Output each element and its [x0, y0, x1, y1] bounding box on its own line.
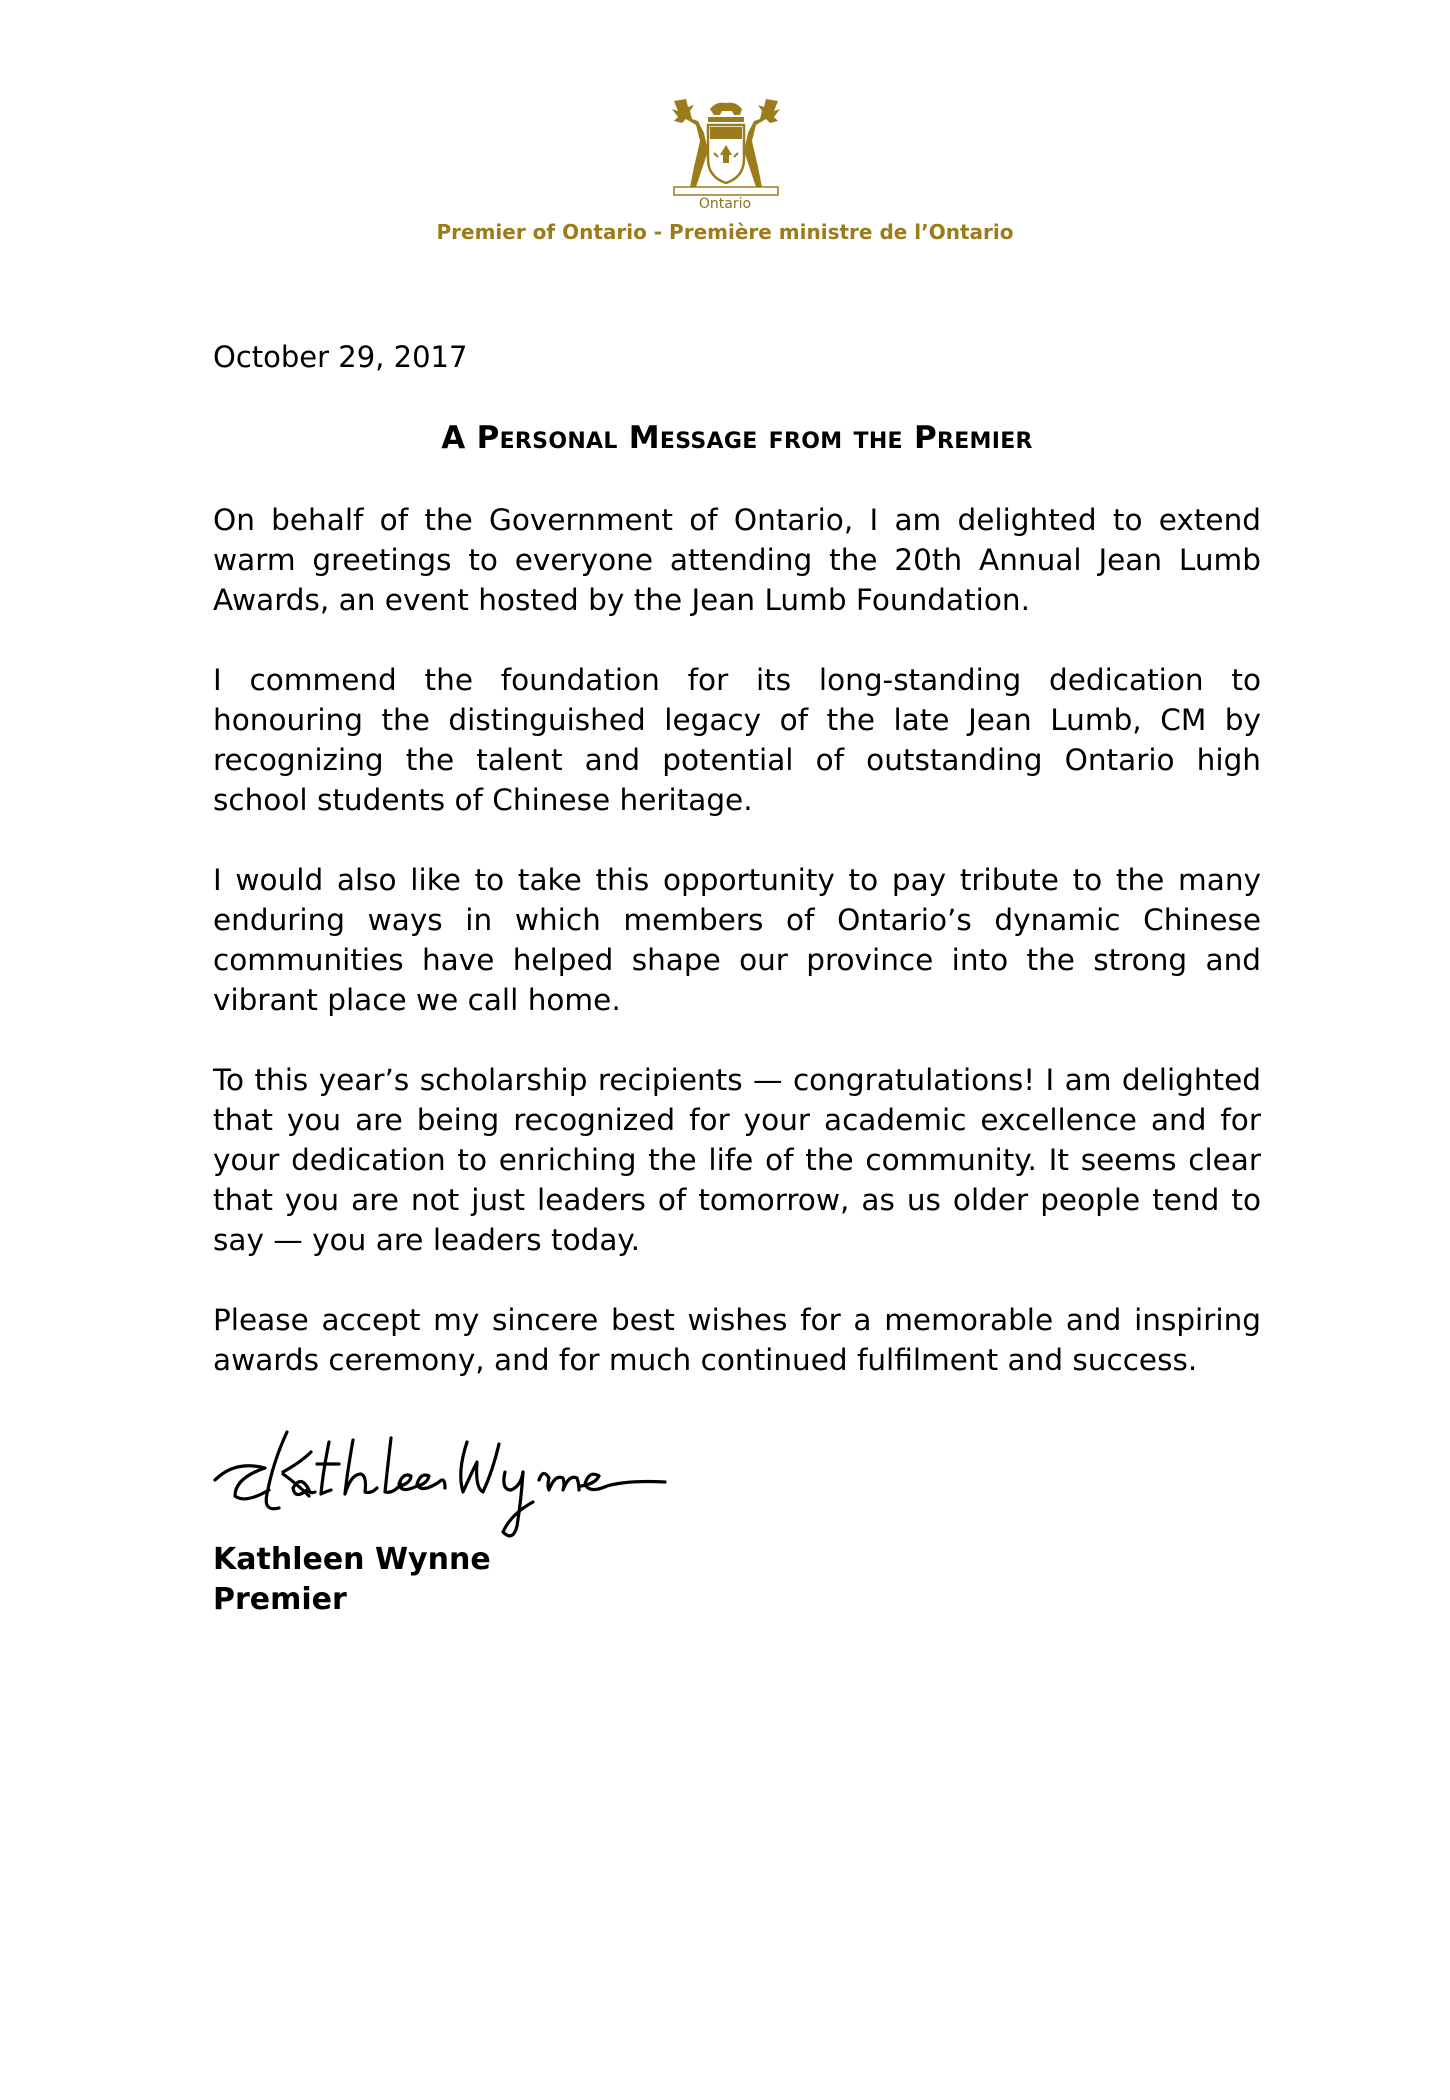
paragraph-1: On behalf of the Government of Ontario, I am delighted to extend warm greetings to everyone attending the 20th Annual Jean Lumb Awards, an event hosted by the Jean Lumb Foundation.	[213, 503, 1261, 617]
paragraph-5: Please accept my sincere best wishes for a memorable and inspiring awards ceremony, and for much continued fulfilment and success.	[213, 1303, 1261, 1377]
signer-title: Premier	[213, 1582, 347, 1617]
signer-block	[213, 1540, 491, 1620]
signer-name: Kathleen Wynne	[213, 1542, 491, 1577]
crest-label: Ontario	[698, 196, 752, 212]
letter-date: October 29, 2017	[213, 340, 468, 374]
letterhead-title: Premier of Ontario - Première ministre de l’Ontario	[436, 220, 1014, 244]
paragraph-4: To this year’s scholarship recipients — congratulations! I am delighted that you are being recognized for your academic excellence and for your dedication to enriching the life of the community. It seems clear that you are not just leaders of tomorrow, as us older people tend to say — you are leaders today.	[213, 1063, 1261, 1257]
ontario-coat-of-arms-icon	[664, 95, 788, 207]
paragraph-2: I commend the foundation for its long-standing dedication to honouring the distinguished legacy of the late Jean Lumb, CM by recognizing the talent and potential of outstanding Ontario high school students of Chinese heritage.	[213, 663, 1261, 817]
letter-heading: A Personal Message from the Premier	[441, 420, 1033, 456]
paragraph-3: I would also like to take this opportunity to pay tribute to the many enduring ways in which members of Ontario’s dynamic Chinese communities have helped shape our province into the strong and vibrant place we call home.	[213, 863, 1261, 1017]
handwritten-signature	[205, 1420, 725, 1550]
letter-body	[213, 500, 1261, 1420]
